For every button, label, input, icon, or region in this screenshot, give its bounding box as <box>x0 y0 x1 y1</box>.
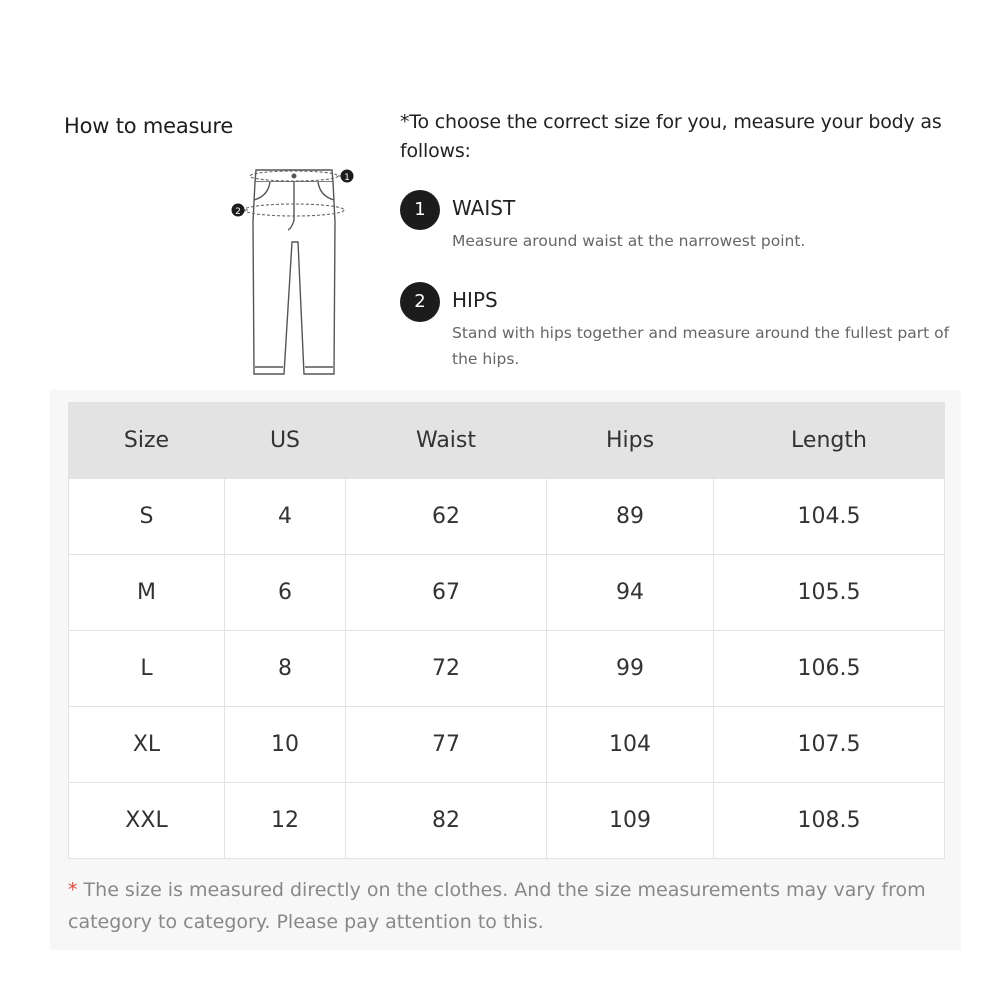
step-title-waist: WAIST <box>452 196 516 220</box>
column-header-waist: Waist <box>346 403 547 479</box>
cell-size: XXL <box>69 783 225 859</box>
size-note <box>68 874 948 938</box>
cell-waist: 67 <box>346 555 547 631</box>
cell-waist: 72 <box>346 631 547 707</box>
step-number-1: 1 <box>400 190 440 230</box>
cell-size: XL <box>69 707 225 783</box>
how-to-measure-title: How to measure <box>64 114 234 138</box>
cell-us: 4 <box>225 479 346 555</box>
cell-length: 105.5 <box>714 555 945 631</box>
note-asterisk: * <box>68 879 78 901</box>
table-row <box>69 707 945 783</box>
cell-length: 108.5 <box>714 783 945 859</box>
cell-waist: 82 <box>346 783 547 859</box>
column-header-hips: Hips <box>547 403 714 479</box>
cell-size: M <box>69 555 225 631</box>
cell-hips: 109 <box>547 783 714 859</box>
cell-length: 104.5 <box>714 479 945 555</box>
table-row <box>69 631 945 707</box>
table-row <box>69 783 945 859</box>
step-number-2: 2 <box>400 282 440 322</box>
cell-size: S <box>69 479 225 555</box>
cell-size: L <box>69 631 225 707</box>
column-header-size: Size <box>69 403 225 479</box>
pants-diagram-icon <box>226 162 360 380</box>
note-text: The size is measured directly on the clothes. And the size measurements may vary from category to category. Please pay attention to this. <box>68 879 926 933</box>
cell-hips: 99 <box>547 631 714 707</box>
measurement-intro: *To choose the correct size for you, measure your body as follows: <box>400 111 942 162</box>
table-header-row <box>69 403 945 479</box>
cell-us: 12 <box>225 783 346 859</box>
svg-text:1: 1 <box>344 173 350 183</box>
step-description-hips: Stand with hips together and measure around the fullest part of the hips. <box>452 324 950 368</box>
cell-us: 8 <box>225 631 346 707</box>
cell-hips: 94 <box>547 555 714 631</box>
column-header-length: Length <box>714 403 945 479</box>
cell-length: 106.5 <box>714 631 945 707</box>
table-row <box>69 555 945 631</box>
svg-text:2: 2 <box>235 207 241 217</box>
cell-us: 10 <box>225 707 346 783</box>
cell-hips: 89 <box>547 479 714 555</box>
size-chart-table <box>68 402 945 859</box>
cell-hips: 104 <box>547 707 714 783</box>
step-title-hips: HIPS <box>452 288 498 312</box>
cell-waist: 62 <box>346 479 547 555</box>
cell-waist: 77 <box>346 707 547 783</box>
column-header-us: US <box>225 403 346 479</box>
step-description-waist: Measure around waist at the narrowest point. <box>452 232 806 250</box>
cell-length: 107.5 <box>714 707 945 783</box>
cell-us: 6 <box>225 555 346 631</box>
table-row <box>69 479 945 555</box>
